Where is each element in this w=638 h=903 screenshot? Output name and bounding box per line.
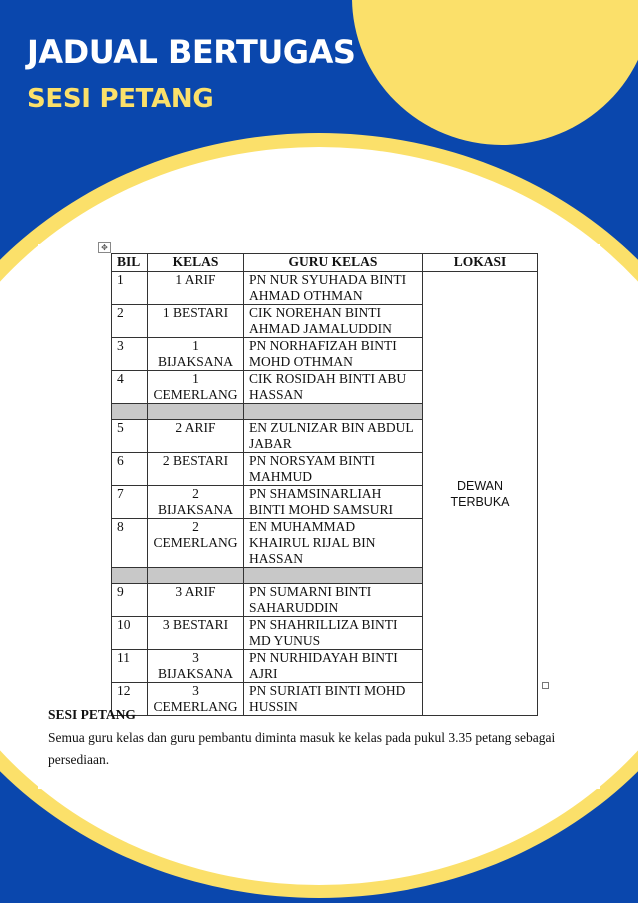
header-kelas: KELAS [148,254,244,272]
separator-cell [244,404,423,420]
cell-kelas: 3 BIJAKSANA [148,650,244,683]
separator-cell [112,404,148,420]
cell-kelas: 1 ARIF [148,272,244,305]
cell-guru: PN SURIATI BINTI MOHD HUSSIN [244,683,423,716]
duty-table [111,253,538,716]
page-title: JADUAL BERTUGAS [27,33,356,71]
cell-kelas: 2 BIJAKSANA [148,486,244,519]
table-row [112,272,538,305]
cell-bil: 2 [112,305,148,338]
cell-guru: PN NORSYAM BINTI MAHMUD [244,453,423,486]
cell-guru: PN SHAHRILLIZA BINTI MD YUNUS [244,617,423,650]
cell-guru: CIK ROSIDAH BINTI ABU HASSAN [244,371,423,404]
cell-bil: 12 [112,683,148,716]
cell-kelas: 2 CEMERLANG [148,519,244,568]
separator-cell [148,404,244,420]
header-lokasi: LOKASI [423,254,538,272]
separator-cell [112,568,148,584]
page-subtitle: SESI PETANG [27,84,214,114]
table-header-row [112,254,538,272]
cell-bil: 11 [112,650,148,683]
cell-kelas: 1 BIJAKSANA [148,338,244,371]
cell-kelas: 2 ARIF [148,420,244,453]
cell-kelas: 3 BESTARI [148,617,244,650]
cell-guru: PN SUMARNI BINTI SAHARUDDIN [244,584,423,617]
cell-guru: EN ZULNIZAR BIN ABDUL JABAR [244,420,423,453]
separator-cell [244,568,423,584]
cell-kelas: 2 BESTARI [148,453,244,486]
header-bil: BIL [112,254,148,272]
resize-handle-icon[interactable] [542,682,549,689]
cell-kelas: 1 BESTARI [148,305,244,338]
cell-bil: 3 [112,338,148,371]
cell-bil: 6 [112,453,148,486]
note-body: Semua guru kelas dan guru pembantu diminta masuk ke kelas pada pukul 3.35 petang sebagai persediaan. [48,730,556,767]
cell-guru: PN NORHAFIZAH BINTI MOHD OTHMAN [244,338,423,371]
cell-bil: 1 [112,272,148,305]
move-handle-icon[interactable]: ✥ [98,242,111,253]
cell-guru: PN SHAMSINARLIAH BINTI MOHD SAMSURI [244,486,423,519]
cell-bil: 10 [112,617,148,650]
cell-guru: CIK NOREHAN BINTI AHMAD JAMALUDDIN [244,305,423,338]
cell-bil: 9 [112,584,148,617]
cell-guru: PN NURHIDAYAH BINTI AJRI [244,650,423,683]
cell-guru: PN NUR SYUHADA BINTI AHMAD OTHMAN [244,272,423,305]
header-guru: GURU KELAS [244,254,423,272]
decor-yellow-circle [352,0,638,145]
cell-kelas: 3 CEMERLANG [148,683,244,716]
cell-lokasi: DEWAN TERBUKA [423,272,538,716]
cell-kelas: 1 CEMERLANG [148,371,244,404]
cell-kelas: 3 ARIF [148,584,244,617]
cell-bil: 4 [112,371,148,404]
cell-bil: 7 [112,486,148,519]
cell-bil: 5 [112,420,148,453]
separator-cell [148,568,244,584]
note-title: SESI PETANG [48,707,136,722]
cell-guru: EN MUHAMMAD KHAIRUL RIJAL BIN HASSAN [244,519,423,568]
cell-bil: 8 [112,519,148,568]
